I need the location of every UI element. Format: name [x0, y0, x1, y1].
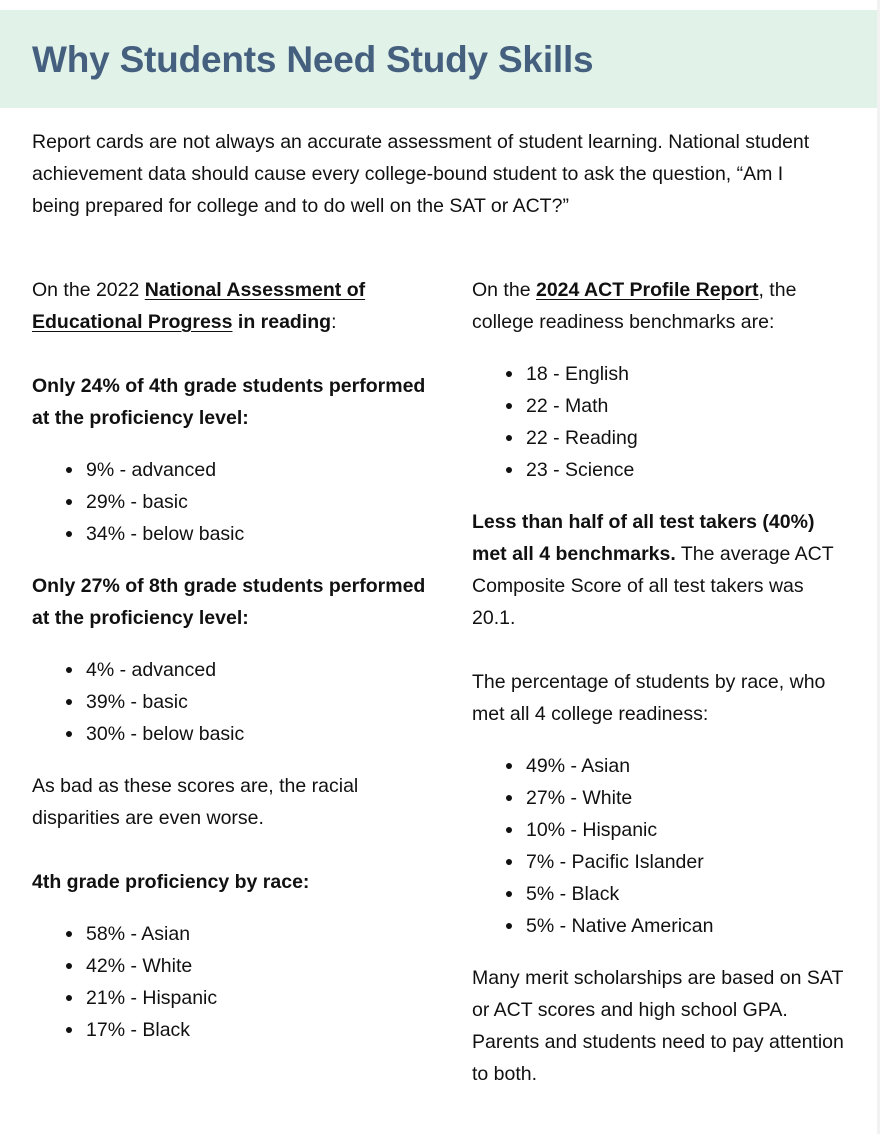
bullet-icon [66, 931, 72, 937]
bullet-icon [66, 1027, 72, 1033]
act-intro [472, 274, 852, 338]
naep-intro-suffix: in reading [232, 311, 332, 333]
left-column [32, 274, 432, 1046]
race-list [32, 918, 432, 1046]
bullet-icon [66, 995, 72, 1001]
list-item: 5% - Native American [526, 910, 852, 942]
act-summary-rest: The average ACT Composite Score of all test takers was 20.1. [472, 543, 834, 629]
page-title: Why Students Need Study Skills [32, 39, 594, 80]
list-item: 30% - below basic [86, 718, 432, 750]
act-intro-prefix: On the [472, 279, 536, 301]
bullet-icon [66, 499, 72, 505]
bullet-icon [506, 467, 512, 473]
bullet-icon [66, 667, 72, 673]
bullet-icon [506, 859, 512, 865]
list-item: 4% - advanced [86, 654, 432, 686]
naep-link[interactable]: National Assessment of Educational Progress [32, 279, 366, 333]
grade4-list [32, 454, 432, 550]
list-item: 29% - basic [86, 486, 432, 518]
bullet-icon [506, 763, 512, 769]
list-item: 10% - Hispanic [526, 814, 852, 846]
list-item: 49% - Asian [526, 750, 852, 782]
naep-intro-punct: : [331, 311, 337, 333]
bullet-icon [506, 891, 512, 897]
list-item: 42% - White [86, 950, 432, 982]
grade8-list [32, 654, 432, 750]
list-item: 34% - below basic [86, 518, 432, 550]
right-column [472, 274, 852, 1090]
act-summary [472, 506, 852, 634]
list-item: 21% - Hispanic [86, 982, 432, 1014]
list-item: 22 - Reading [526, 422, 852, 454]
list-item: 58% - Asian [86, 918, 432, 950]
closing-paragraph: Many merit scholarships are based on SAT or ACT scores and high school GPA. Parents and students need to pay attention to both. [472, 967, 844, 1085]
list-item: 17% - Black [86, 1014, 432, 1046]
list-item: 5% - Black [526, 878, 852, 910]
naep-intro [32, 274, 432, 338]
bullet-icon [66, 531, 72, 537]
bullet-icon [506, 827, 512, 833]
race-intro: The percentage of students by race, who met all 4 college readiness: [472, 671, 826, 725]
list-item: 22 - Math [526, 390, 852, 422]
benchmark-list [472, 358, 852, 486]
disparities-text: As bad as these scores are, the racial disparities are even worse. [32, 775, 359, 829]
race-heading: 4th grade proficiency by race: [32, 871, 310, 893]
list-item: 23 - Science [526, 454, 852, 486]
bullet-icon [66, 699, 72, 705]
list-item: 27% - White [526, 782, 852, 814]
bullet-icon [66, 731, 72, 737]
bullet-icon [506, 795, 512, 801]
intro-paragraph: Report cards are not always an accurate assessment of student learning. National student achievement data should cause every college-bound student to ask the question, “Am I being prepared for college and to do well on the SAT or ACT?” [32, 131, 810, 217]
grade4-heading: Only 24% of 4th grade students performed at the proficiency level: [32, 375, 426, 429]
bullet-icon [66, 467, 72, 473]
bullet-icon [506, 403, 512, 409]
naep-intro-prefix: On the 2022 [32, 279, 145, 301]
list-item: 39% - basic [86, 686, 432, 718]
bullet-icon [506, 371, 512, 377]
list-item: 9% - advanced [86, 454, 432, 486]
act-intro-suffix: , the college readiness benchmarks are: [472, 279, 797, 333]
bullet-icon [506, 923, 512, 929]
act-race-list [472, 750, 852, 942]
bullet-icon [506, 435, 512, 441]
act-profile-link[interactable]: 2024 ACT Profile Report [535, 279, 759, 301]
bullet-icon [66, 963, 72, 969]
grade8-heading: Only 27% of 8th grade students performed at the proficiency level: [32, 575, 426, 629]
list-item: 7% - Pacific Islander [526, 846, 852, 878]
act-summary-bold: Less than half of all test takers (40%) met all 4 benchmarks. [472, 511, 815, 565]
list-item: 18 - English [526, 358, 852, 390]
